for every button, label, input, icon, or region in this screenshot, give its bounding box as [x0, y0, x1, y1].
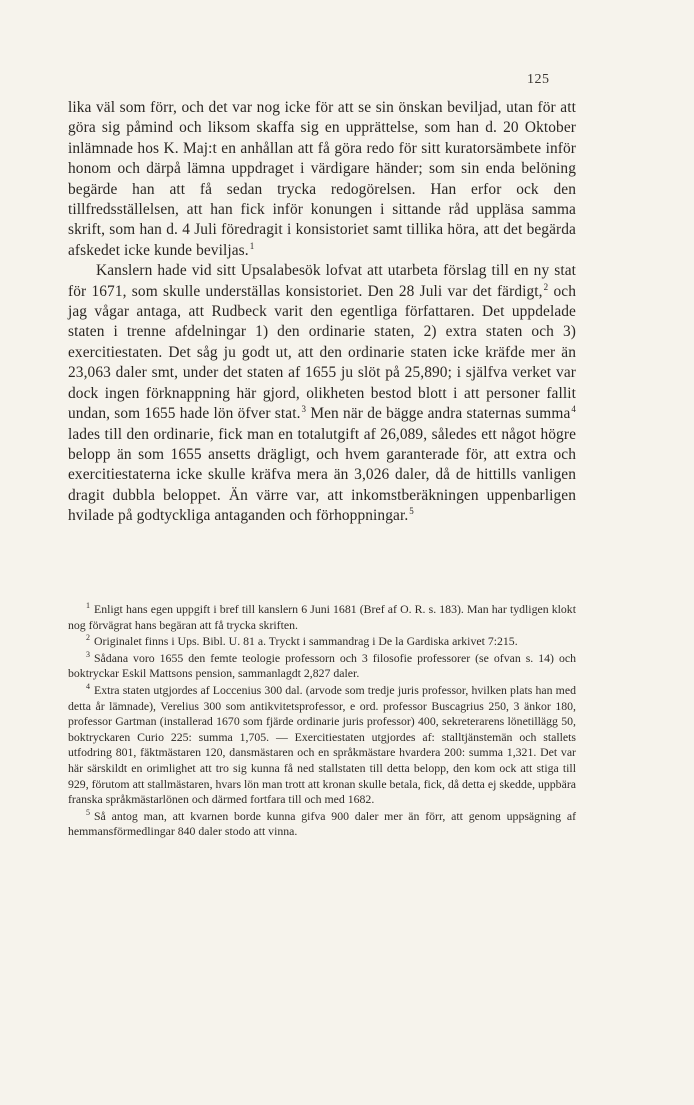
footnote-1: [68, 602, 576, 633]
footnote-5: [68, 809, 576, 840]
footnote-5-mark: 5: [86, 807, 90, 817]
footnote-4-mark: 4: [86, 682, 90, 692]
footnote-ref-3: 3: [301, 403, 307, 414]
footnote-2: [68, 634, 576, 650]
page-number: 125: [527, 72, 550, 87]
footnote-1-mark: 1: [86, 601, 90, 611]
footnote-3: [68, 651, 576, 682]
footnote-ref-2: 2: [543, 281, 549, 292]
footnote-1-text: Enligt hans egen uppgift i bref till kanslern 6 Juni 1681 (Bref af O. R. s. 183). Man har tydligen klokt nog förvägrat hans begäran att få trycka skriften.: [68, 602, 576, 632]
paragraph-2-text-b: och jag vågar antaga, att Rudbeck varit den egentliga författaren. Det uppdelade staten i trenne afdelningar 1) den ordinarie staten, 2) extra staten och 3) exercitiestaten. Det såg ju godt ut, att den ordinarie staten icke kräfde mer än 23,063 daler smt, under det staten af 1655 ju slöt på 25,890; i själfva verket var dock ingen förknappning här gjord, olikheten bestod blott i att personer fallit undan, som 1655 hade lön öfver stat.: [68, 282, 576, 423]
footnote-2-text: Originalet finns i Ups. Bibl. U. 81 a. Tryckt i sammandrag i De la Gardiska arkivet 7:215.: [94, 634, 518, 649]
footnote-4: [68, 683, 576, 808]
paragraph-2: [68, 261, 576, 526]
footnote-5-text: Så antog man, att kvarnen borde kunna gifva 900 daler mer än förr, att genom uppsägning af hemmansförmedlingar 840 daler stodo att vinna.: [68, 808, 576, 839]
paragraph-2-text-d: lades till den ordinarie, fick man en totalutgift af 26,089, således ett något högre belopp än som 1655 ansetts drägligt, och hvem garanterade för, att extra och exercitiestaterna icke skulle kräfva mera än 3,026 daler, då de hittills vanligen dragit dubbla beloppet. Än värre var, att inkomstberäkningen uppenbarligen hvilade på godtyckliga antaganden och förhoppningar.: [68, 425, 576, 525]
footnote-ref-5: 5: [409, 506, 414, 516]
footnote-ref-1: 1: [249, 240, 255, 251]
main-text: [68, 98, 576, 527]
footnote-ref-4: 4: [571, 403, 576, 414]
footnote-4-text: Extra staten utgjordes af Loccenius 300 dal. (arvode som tredje juris professor, hvilken plats han med detta år lämnade), Verelius 300 som antikvitetsprofessor, e ord. professor Buscagrius 250, 3 änkor 180, professor Gartman (installerad 1670 som fjärde ordinarie juris professor) 400, sekreterarens lönetillägg 50, boktryckaren Curio 225: summa 1,705. — Exercitiestaten utgjordes af: stalltjänstemän och stallets utfodring 801, fäktmästaren 120, dansmästaren och en språkmästare hvardera 200: summa 1,321. Det var här särskildt en orimlighet att tro sig kunna få ned stallstaten till detta belopp, den kom ock att stiga till 929, förutom att stallmästaren, hvars lön man trott att kronan skulle betala, fick, då detta ej skedde, uppbära franska språkmästarlönen och därmed fortfara till och med 1682.: [68, 682, 576, 807]
paragraph-1: [68, 98, 576, 261]
footnote-3-mark: 3: [86, 649, 90, 659]
footnote-3-text: Sådana voro 1655 den femte teologie professorn och 3 filosofie professorer (se ofvan s. 14) och boktryckar Eskil Mattsons pension, sammanlagdt 2,827 daler.: [68, 650, 576, 681]
footnote-2-mark: 2: [86, 633, 90, 643]
footnotes: [68, 602, 576, 841]
paragraph-1-text: lika väl som förr, och det var nog icke för att se sin önskan beviljad, utan för att göra sig påmind och liksom skaffa sig en upprättelse, som han d. 20 Oktober inlämnade hos K. Maj:t en anhållan att få göra redo för sitt kuratorsämbete inför honom och därpå lämna uppdraget i värdigare händer; som sin enda belöning begärde han att få sedan trycka redogörelsen. Han erfor ock den tillfredsställelsen, att han fick inför konungen i sittande råd uppläsa samma skrift, som han d. 4 Juli föredragit i konsistoriet samt tillika höra, att det begärda afskedet icke kunde beviljas.: [68, 99, 576, 259]
paragraph-2-text-a: Kanslern hade vid sitt Upsalabesök lofvat att utarbeta förslag till en ny stat för 1671, som skulle underställas konsistoriet. Den 28 Juli var det färdigt,: [68, 262, 576, 300]
paragraph-2-text-c: Men när de bägge andra staternas summa: [306, 405, 571, 423]
